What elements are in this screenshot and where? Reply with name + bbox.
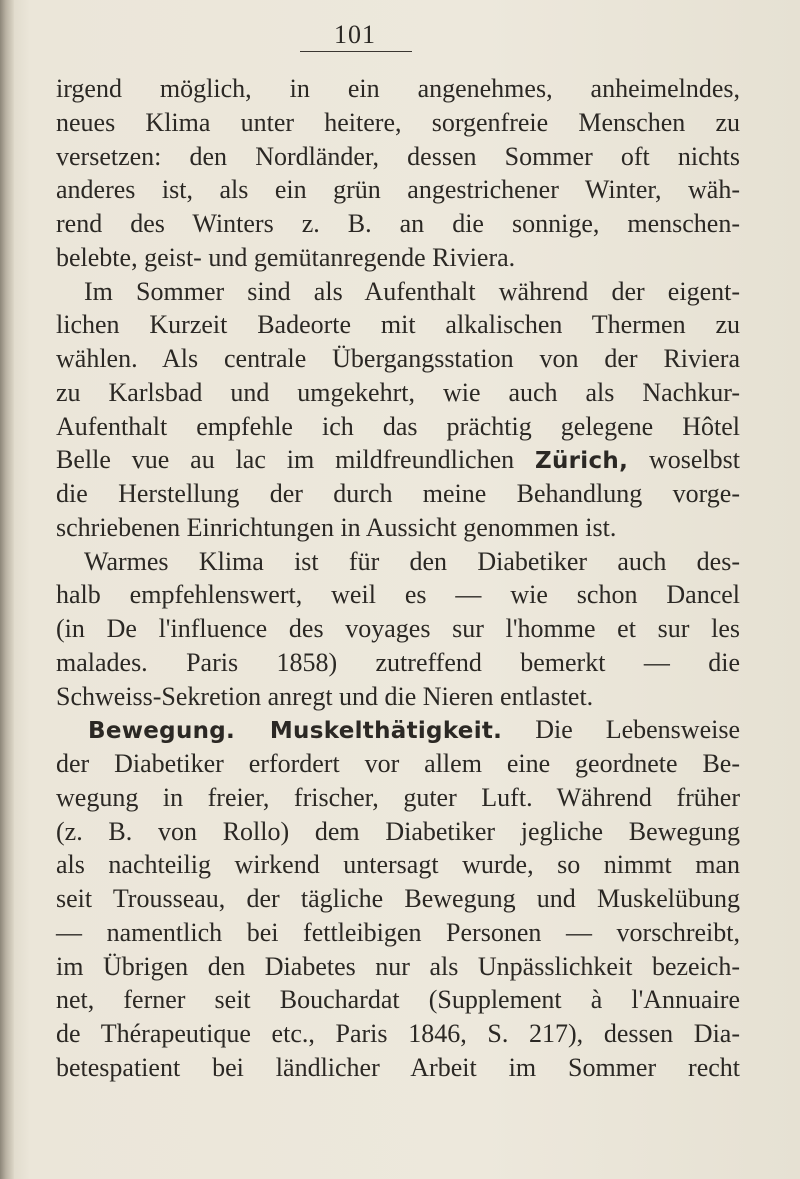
text-line: versetzen: den Nordländer, dessen Sommer oft nichts — [56, 141, 740, 171]
text-line: lichen Kurzeit Badeorte mit alkalischen Thermen zu — [56, 310, 740, 340]
text-line: wegung in freier, frischer, guter Luft. Während früher — [56, 782, 740, 812]
place-name-zurich: Zürich, — [535, 448, 629, 475]
text-line: de Thérapeutique etc., Paris 1846, S. 217), dessen Dia- — [56, 1019, 740, 1048]
text-line: seit Trousseau, der tägliche Bewegung und Muskelübung — [56, 884, 740, 913]
text-line: Aufenthalt empfehle ich das prächtig gelegene Hôtel — [56, 411, 740, 441]
page-number: 101 — [334, 20, 376, 49]
text-line — [56, 443, 740, 477]
text-line: im Übrigen den Diabetes nur als Unpässlichkeit bezeich- — [56, 951, 740, 981]
section-heading: Bewegung. Muskelthätigkeit. — [88, 718, 503, 745]
text-run: Belle vue au lac im mildfreundlichen — [56, 445, 535, 475]
section-heading-line — [56, 713, 740, 747]
text-line: (in De l'influence des voyages sur l'homme et sur les — [56, 614, 740, 643]
text-line: halb empfehlenswert, weil es — wie schon Dancel — [56, 580, 740, 610]
text-line: irgend möglich, in ein angenehmes, anheimelndes, — [56, 74, 740, 103]
text-line: Warmes Klima ist für den Diabetiker auch des- — [84, 546, 740, 576]
text-line: belebte, geist- und gemütanregende Riviera. — [56, 242, 516, 272]
page-number-rule — [300, 51, 412, 52]
text-line: rend des Winters z. B. an die sonnige, menschen- — [56, 209, 740, 238]
text-line: wählen. Als centrale Übergangsstation von der Riviera — [56, 344, 740, 373]
text-line: malades. Paris 1858) zutreffend bemerkt — die — [56, 647, 740, 677]
page-binding-edge — [0, 0, 14, 1179]
text-run: Die Lebensweise — [502, 715, 740, 745]
text-line: (z. B. von Rollo) dem Diabetiker jegliche Bewegung — [56, 816, 740, 846]
text-line: Im Sommer sind als Aufenthalt während der eigent- — [84, 276, 740, 306]
text-line: net, ferner seit Bouchardat (Supplement à l'Annuaire — [56, 985, 740, 1015]
text-line: die Herstellung der durch meine Behandlung vorge- — [56, 479, 740, 508]
text-run: woselbst — [628, 445, 740, 475]
body-text — [56, 72, 740, 1085]
text-line: als nachteilig wirkend untersagt wurde, so nimmt man — [56, 850, 740, 880]
text-line: Schweiss-Sekretion anregt und die Nieren entlastet. — [56, 681, 594, 711]
text-line: anderes ist, als ein grün angestrichener Winter, wäh- — [56, 175, 740, 205]
text-line: schriebenen Einrichtungen in Aussicht genommen ist. — [56, 512, 617, 542]
text-line: betespatient bei ländlicher Arbeit im Sommer recht — [56, 1052, 740, 1082]
text-line: der Diabetiker erfordert vor allem eine geordnete Be- — [56, 749, 740, 778]
text-line: neues Klima unter heitere, sorgenfreie Menschen zu — [56, 107, 740, 137]
text-line: zu Karlsbad und umgekehrt, wie auch als Nachkur- — [56, 377, 740, 407]
text-line: — namentlich bei fettleibigen Personen — vorschreibt, — [56, 917, 740, 947]
